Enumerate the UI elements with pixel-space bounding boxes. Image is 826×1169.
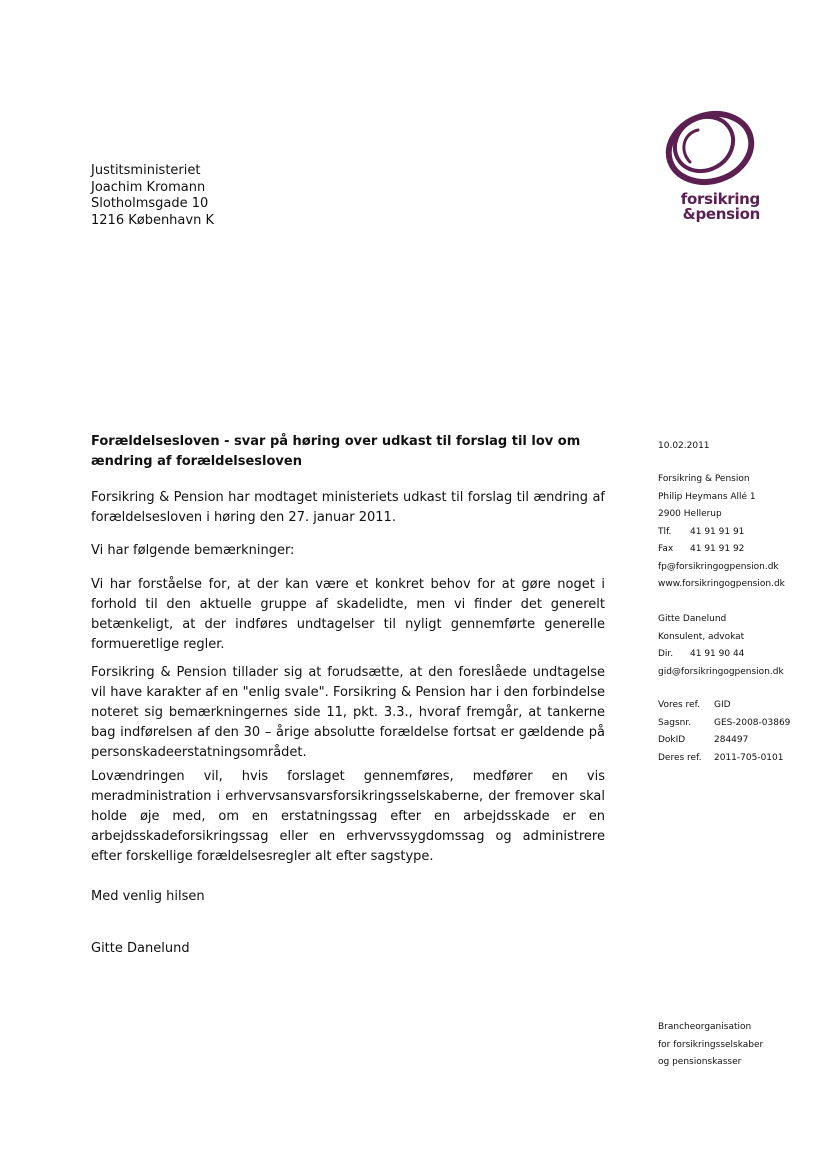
- reference-row: [658, 750, 790, 768]
- letter-subject: Forældelsesloven - svar på høring over udkast til forslag til lov om ændring af forældelsesloven: [91, 434, 581, 469]
- contact-direct: [658, 646, 784, 664]
- contact-email: gid@forsikringogpension.dk: [658, 666, 784, 677]
- fax-label: Fax: [658, 544, 674, 554]
- reference-info: [658, 697, 790, 767]
- logo-swirl-icon: [652, 104, 764, 194]
- phone-value: 41 91 91 91: [690, 526, 745, 537]
- reference-label: Deres ref.: [658, 752, 702, 763]
- reference-value: 284497: [714, 735, 749, 745]
- reference-value: GES-2008-03869: [714, 717, 791, 728]
- recipient-address: [91, 163, 214, 229]
- fax-value: 41 91 91 92: [690, 544, 745, 554]
- recipient-line: Slotholmsgade 10: [91, 196, 209, 211]
- contact-name: Gitte Danelund: [658, 614, 727, 624]
- recipient-line: 1216 København K: [91, 212, 214, 228]
- sender-address: Philip Heymans Allé 1: [658, 491, 756, 502]
- sender-phone: [658, 524, 785, 542]
- sender-org-name: Forsikring & Pension: [658, 474, 750, 484]
- reference-label: DokID: [658, 735, 686, 745]
- recipient-line: Joachim Kromann: [91, 179, 206, 195]
- phone-label: Tlf.: [658, 526, 672, 537]
- letter-paragraph: Vi har forståelse for, at der kan være et konkret behov for at gøre noget i forhold til den aktuelle gruppe af skadelidte, men vi finder det generelt betænkeligt, at der indføres undtagelser til nyligt gennemførte generelle formueretlige regler.: [91, 577, 605, 652]
- letter-paragraph: Lovændringen vil, hvis forslaget gennemføres, medfører en vis meradministration i erhvervsansvarsforsikringsselskaberne, der fremover skal holde øje med, om en erstatningssag efter en arbejdsskade er en arbejdsskadeforsikringssag eller en erhvervssygdomssag og administrere efter forskellige forældelsesregler alt efter sagstype.: [91, 769, 605, 864]
- recipient-line: Justitsministeriet: [91, 163, 201, 178]
- sender-email: fp@forsikringogpension.dk: [658, 561, 779, 572]
- company-logo: [652, 104, 764, 228]
- logo-line-2: &pension: [682, 205, 760, 223]
- logo-line-1: forsikring: [680, 190, 760, 208]
- contact-info: [658, 611, 784, 681]
- direct-label: Dir.: [658, 649, 674, 659]
- reference-row: [658, 715, 790, 733]
- reference-row: [658, 697, 790, 715]
- footer-line: for forsikringsselskaber: [658, 1039, 764, 1050]
- footer-line: og pensionskasser: [658, 1057, 742, 1067]
- letter-paragraph: Forsikring & Pension har modtaget ministeriets udkast til forslag til ændring af forældelsesloven i høring den 27. januar 2011.: [91, 490, 605, 525]
- letter-signature: Gitte Danelund: [91, 941, 190, 956]
- reference-value: GID: [714, 700, 731, 710]
- sender-website: www.forsikringogpension.dk: [658, 579, 785, 589]
- logo-wordmark: [681, 192, 760, 222]
- letter-paragraph: Vi har følgende bemærkninger:: [91, 543, 295, 558]
- contact-title: Konsulent, advokat: [658, 631, 745, 642]
- letter-closing: Med venlig hilsen: [91, 889, 205, 904]
- direct-value: 41 91 90 44: [690, 649, 745, 659]
- reference-label: Sagsnr.: [658, 717, 692, 728]
- organisation-footer: [658, 1019, 763, 1072]
- sender-fax: [658, 541, 785, 559]
- footer-line: Brancheorganisation: [658, 1022, 752, 1032]
- letter-date: 10.02.2011: [658, 441, 710, 451]
- reference-row: [658, 732, 790, 750]
- sender-postal: 2900 Hellerup: [658, 509, 722, 519]
- reference-label: Vores ref.: [658, 700, 700, 710]
- letter-paragraph: Forsikring & Pension tillader sig at forudsætte, at den foreslåede undtagelse vil have karakter af en "enlig svale". Forsikring & Pension har i den forbindelse noteret sig bemærkningernes side 11, pkt. 3.3., hvoraf fremgår, at tankerne bag indførelsen af den 30 – årige absolutte forældelse fortsat er gældende på personskadeerstatningsområdet.: [91, 665, 605, 760]
- reference-value: 2011-705-0101: [714, 752, 784, 763]
- sender-info: [658, 471, 785, 594]
